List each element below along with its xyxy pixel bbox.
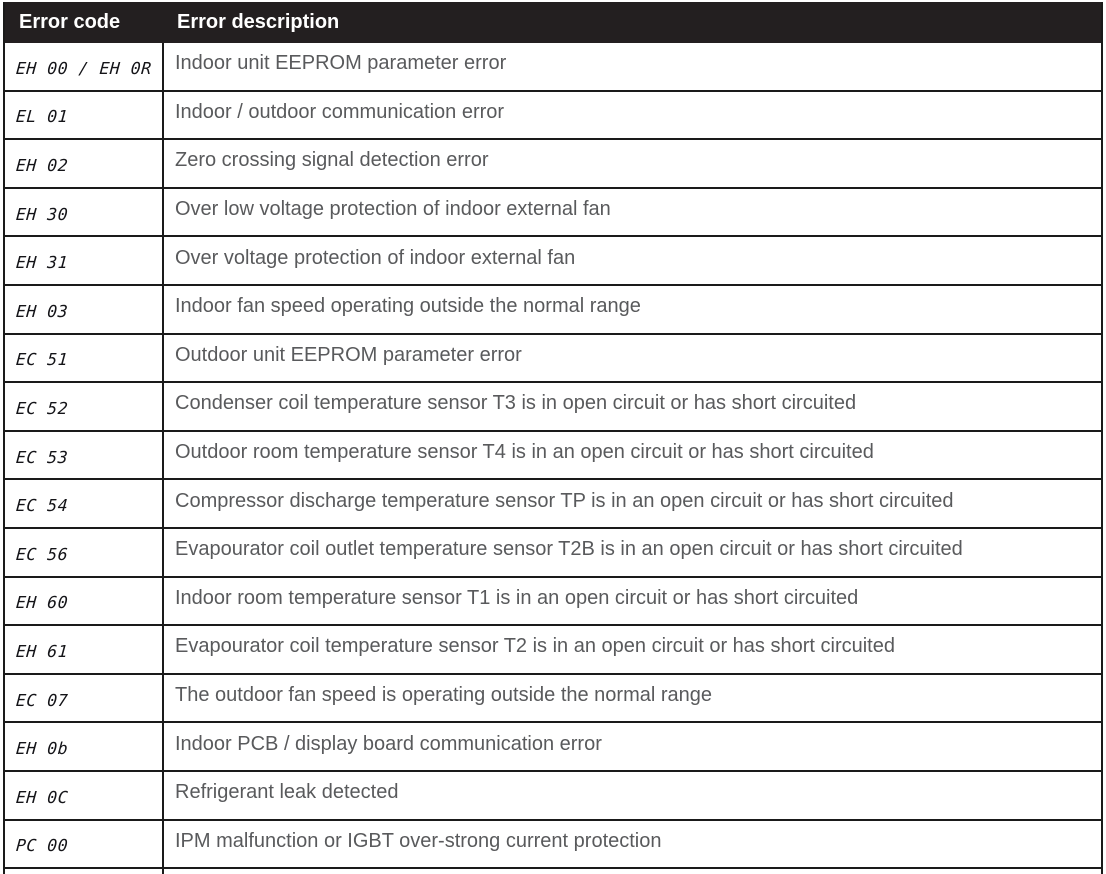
error-code-value: EH 00 / EH 0R: [15, 58, 153, 78]
table-row: [5, 529, 1101, 578]
error-description-cell: [164, 286, 1101, 333]
table-row: [5, 383, 1101, 432]
error-code-value: EC 51: [15, 350, 69, 370]
error-code-value: EC 52: [15, 398, 69, 418]
table-row: [5, 237, 1101, 286]
error-description-cell: [164, 432, 1101, 479]
error-description-cell: [164, 237, 1101, 284]
error-code-value: EC 56: [15, 544, 69, 564]
error-description-cell: [164, 383, 1101, 430]
error-description-cell: [164, 529, 1101, 576]
error-code-cell: [5, 772, 164, 819]
table-row: [5, 43, 1101, 92]
error-description-value: The outdoor fan speed is operating outside the normal range: [175, 684, 713, 707]
table-row: [5, 189, 1101, 238]
error-description-value: Refrigerant leak detected: [175, 781, 399, 804]
error-description-cell: [164, 675, 1101, 722]
table-body: [5, 43, 1101, 869]
table-row: [5, 723, 1101, 772]
error-description-value: Evapourator coil temperature sensor T2 is in an open circuit or has short circuited: [175, 635, 895, 658]
error-code-value: EH 02: [15, 155, 69, 175]
table-row: [5, 772, 1101, 821]
error-code-value: EH 0C: [15, 787, 69, 807]
table-row: [5, 626, 1101, 675]
error-code-value: EH 60: [15, 593, 69, 613]
table-row: [5, 432, 1101, 481]
table-row: [5, 140, 1101, 189]
error-code-cell: [5, 626, 164, 673]
table-header-row: [3, 2, 1103, 43]
error-code-value: EC 07: [15, 690, 69, 710]
error-code-cell: [5, 286, 164, 333]
table-row: [5, 335, 1101, 384]
error-code-cell: [5, 383, 164, 430]
error-description-value: Indoor room temperature sensor T1 is in an open circuit or has short circuited: [175, 586, 859, 609]
error-description-value: Evapourator coil outlet temperature sensor T2B is in an open circuit or has short circuited: [175, 538, 963, 561]
error-code-cell: [5, 92, 164, 139]
error-code-cell: [5, 237, 164, 284]
error-description-cell: [164, 43, 1101, 90]
error-code-table: [3, 2, 1103, 874]
error-description-cell: [164, 626, 1101, 673]
error-description-cell: [164, 821, 1101, 868]
error-description-value: Zero crossing signal detection error: [175, 149, 489, 172]
error-description-cell: [164, 92, 1101, 139]
error-code-cell: [5, 43, 164, 90]
error-code-cell: [5, 821, 164, 868]
error-code-value: EH 03: [15, 301, 69, 321]
error-description-value: Indoor unit EEPROM parameter error: [175, 52, 507, 75]
error-code-cell: [5, 578, 164, 625]
error-description-cell: [164, 140, 1101, 187]
error-description-value: Compressor discharge temperature sensor TP is in an open circuit or has short circuited: [175, 489, 954, 512]
table-row: [5, 480, 1101, 529]
error-code-cell: [5, 723, 164, 770]
error-code-value: PC 00: [15, 836, 69, 856]
error-code-cell: [5, 189, 164, 236]
table-row: [5, 286, 1101, 335]
table-row: [5, 578, 1101, 627]
error-description-cell: [164, 335, 1101, 382]
error-description-value: Indoor / outdoor communication error: [175, 100, 505, 123]
header-error-code: Error code: [19, 11, 121, 33]
error-description-cell: [164, 578, 1101, 625]
error-description-value: Condenser coil temperature sensor T3 is in open circuit or has short circuited: [175, 392, 857, 415]
error-code-value: EC 53: [15, 447, 69, 467]
error-code-value: EC 54: [15, 496, 69, 516]
error-description-cell: [164, 723, 1101, 770]
error-code-cell: [5, 529, 164, 576]
error-description-value: Indoor fan speed operating outside the normal range: [175, 295, 641, 318]
error-code-value: EH 30: [15, 204, 69, 224]
error-code-value: EL 01: [15, 107, 69, 127]
table-row: [5, 675, 1101, 724]
error-description-cell: [164, 772, 1101, 819]
error-code-value: EH 0b: [15, 739, 69, 759]
error-description-value: IPM malfunction or IGBT over-strong current protection: [175, 829, 662, 852]
error-code-cell: [5, 432, 164, 479]
error-description-value: Over low voltage protection of indoor external fan: [175, 198, 611, 221]
error-description-cell: [164, 189, 1101, 236]
error-code-value: EH 31: [15, 253, 69, 273]
header-error-description: Error description: [177, 11, 340, 33]
table-row: [5, 821, 1101, 870]
error-code-cell: [5, 335, 164, 382]
error-code-value: EH 61: [15, 641, 69, 661]
error-code-cell: [5, 480, 164, 527]
error-code-cell: [5, 140, 164, 187]
error-description-value: Indoor PCB / display board communication error: [175, 732, 602, 755]
error-description-cell: [164, 480, 1101, 527]
table-row: [5, 92, 1101, 141]
error-description-value: Outdoor room temperature sensor T4 is in an open circuit or has short circuited: [175, 441, 874, 464]
error-code-cell: [5, 675, 164, 722]
error-description-value: Outdoor unit EEPROM parameter error: [175, 343, 522, 366]
error-description-value: Over voltage protection of indoor external fan: [175, 246, 576, 269]
